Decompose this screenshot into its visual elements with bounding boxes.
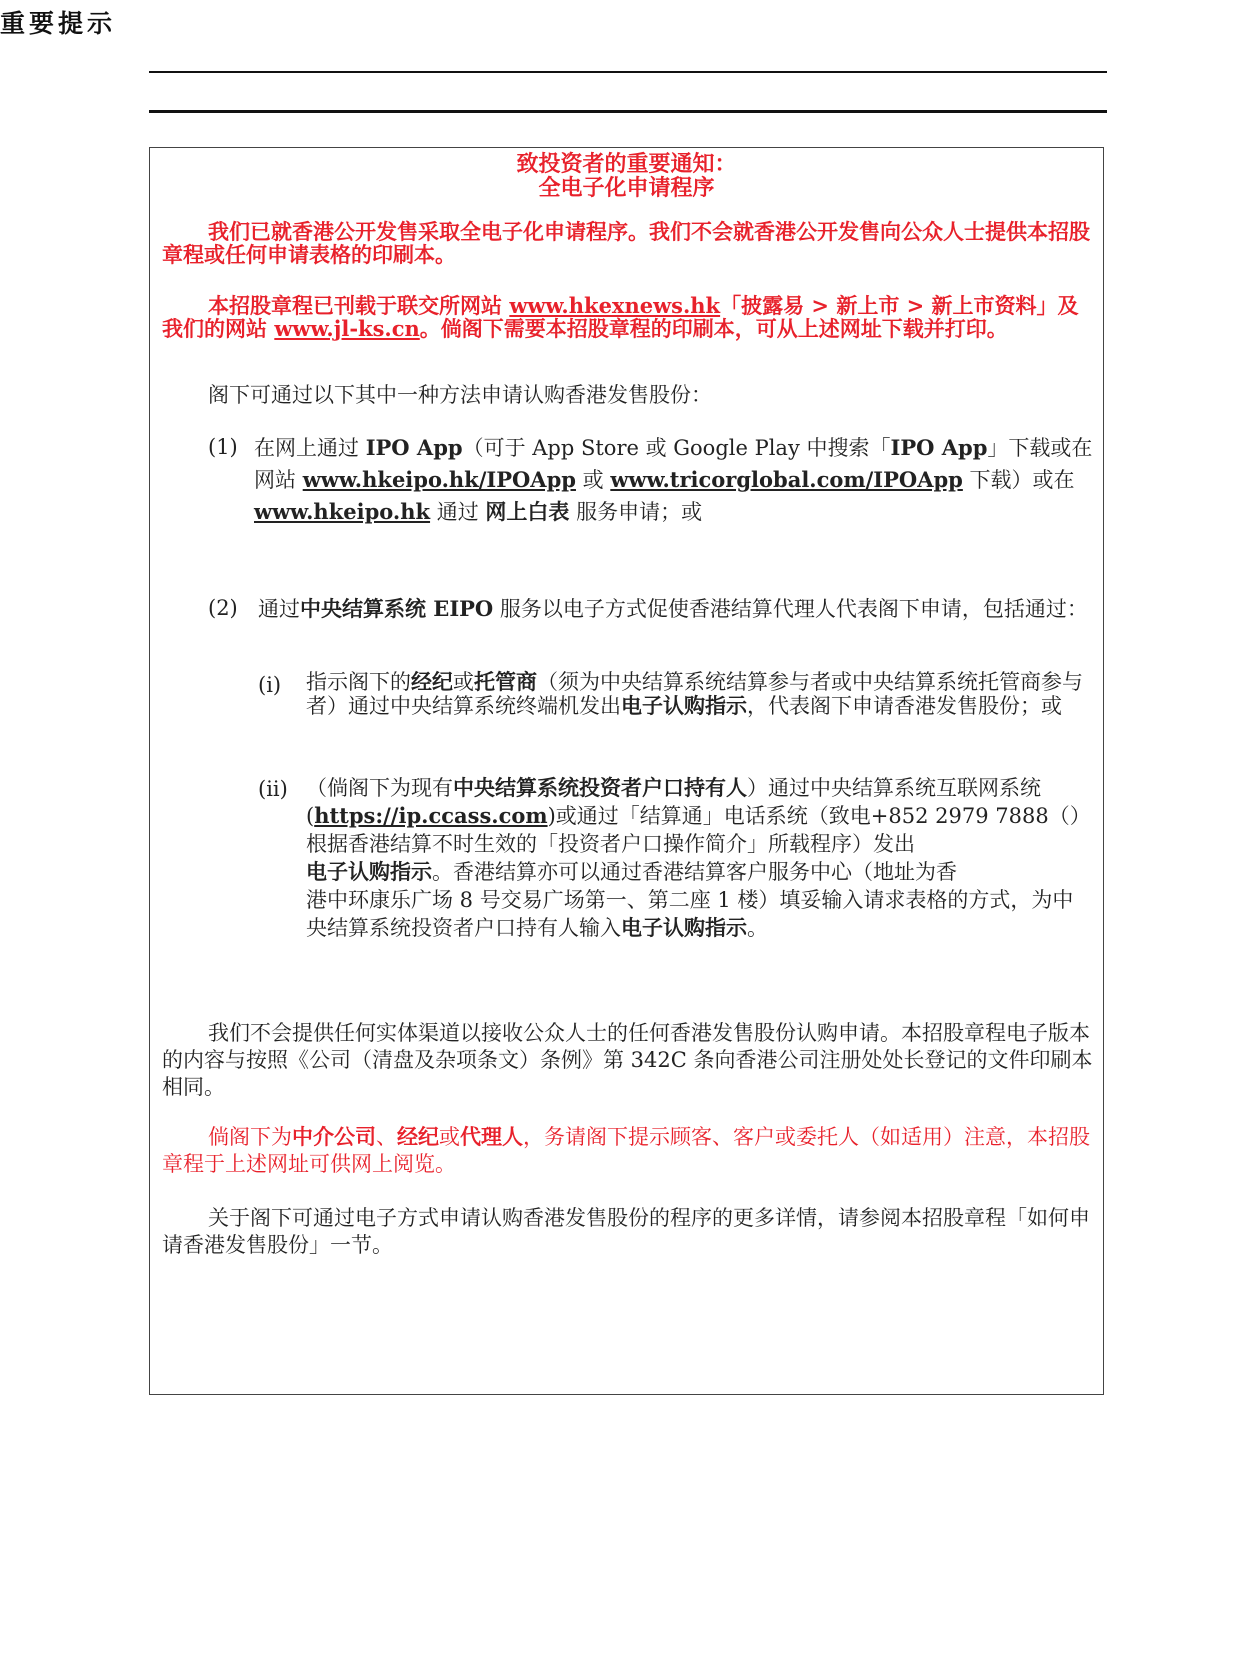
para4-text-c: 或 bbox=[439, 1125, 460, 1149]
para2-text-b: 「披露易 > 新上市 > 新上市资料」及我们的网站 bbox=[162, 293, 1079, 341]
para2-text-c: 。倘阁下需要本招股章程的印刷本，可从上述网址下载并打印。 bbox=[419, 316, 1008, 341]
broker-term-2: 经纪 bbox=[397, 1125, 439, 1149]
ipo-app-search-term: IPO App bbox=[890, 435, 988, 460]
item-2-number: (2) bbox=[208, 596, 238, 620]
item-2-text bbox=[258, 593, 1093, 625]
item-2-text-a: 通过 bbox=[258, 597, 300, 621]
hkeipo-app-link[interactable]: www.hkeipo.hk/IPOApp bbox=[302, 467, 576, 492]
sub-ii-text-a: （倘阁下为现有 bbox=[306, 776, 453, 800]
ccass-link[interactable]: https://ip.ccass.com bbox=[314, 803, 548, 828]
top-rule bbox=[149, 71, 1107, 73]
broker-term: 经纪 bbox=[411, 670, 453, 694]
notice-paragraph-1: 我们已就香港公开发售采取全电子化申请程序。我们不会就香港公开发售向公众人士提供本招股章程或任何申请表格的印刷本。 bbox=[162, 219, 1090, 267]
custodian-term: 托管商 bbox=[474, 670, 537, 694]
sub-item-ii-text bbox=[306, 774, 1093, 942]
item-1-text-g: 服务申请；或 bbox=[569, 500, 703, 524]
second-rule bbox=[149, 110, 1107, 113]
eipo-instruction-term-3: 电子认购指示 bbox=[621, 916, 747, 940]
sub-ii-text-e: 港中环康乐广场 8 号交易广场第一、第二座 1 楼）填妥输入请求表格的方式，为中央结算系统投资者户口持有人输入 bbox=[306, 888, 1074, 940]
sub-ii-text-c: )或通过「结算通」电话系统（致电+852 2979 7888（）根据香港结算不时生效的「投资者户口操作简介」所载程序）发出 bbox=[306, 804, 1091, 856]
intermediary-term: 中介公司 bbox=[292, 1125, 376, 1149]
notice-paragraph-5: 关于阁下可通过电子方式申请认购香港发售股份的程序的更多详情，请参阅本招股章程「如何申请香港发售股份」一节。 bbox=[162, 1206, 1090, 1257]
item-1-text-e: 下载）或在 bbox=[962, 468, 1075, 492]
agent-term: 代理人 bbox=[460, 1125, 523, 1149]
item-1-text bbox=[254, 432, 1093, 528]
para4-text-d: ，务请阁下提示顾客、客户或委托人（如适用）注意，本招股章程于上述网址可供网上阅览。 bbox=[162, 1125, 1090, 1176]
item-1-text-b: （可于 App Store 或 Google Play 中搜索「 bbox=[462, 436, 891, 460]
hkeipo-link[interactable]: www.hkeipo.hk bbox=[254, 499, 431, 524]
ccass-investor-term: 中央结算系统投资者户口持有人 bbox=[453, 776, 747, 800]
para4-text-a: 倘阁下为 bbox=[208, 1125, 292, 1149]
sub-ii-text-b: ）通过中央结算系统互联网系统( bbox=[306, 776, 1041, 828]
para2-text-a: 本招股章程已刊载于联交所网站 bbox=[208, 293, 510, 318]
sub-ii-text-d: 。香港结算亦可以通过香港结算客户服务中心（地址为香 bbox=[432, 860, 957, 884]
notice-box bbox=[149, 147, 1104, 1395]
item-1-text-a: 在网上通过 bbox=[254, 436, 366, 460]
item-1-text-c: 」下载或在网站 bbox=[254, 436, 1093, 492]
company-website-link[interactable]: www.jl-ks.cn bbox=[274, 316, 420, 341]
notice-title bbox=[150, 152, 1103, 200]
notice-paragraph-4 bbox=[162, 1124, 1093, 1178]
ipo-app-name: IPO App bbox=[365, 435, 463, 460]
notice-title-line2: 全电子化申请程序 bbox=[538, 175, 715, 201]
item-1-text-f: 通过 bbox=[430, 500, 486, 524]
hkexnews-link[interactable]: www.hkexnews.hk bbox=[509, 293, 721, 318]
sub-i-text-b: 或 bbox=[453, 670, 474, 694]
notice-paragraph-2 bbox=[162, 294, 1093, 340]
para4-text-b: 、 bbox=[376, 1125, 397, 1149]
sub-i-text-a: 指示阁下的 bbox=[306, 670, 411, 694]
tricorglobal-app-link[interactable]: www.tricorglobal.com/IPOApp bbox=[610, 467, 963, 492]
sub-item-ii-number: (ii) bbox=[258, 777, 288, 801]
sub-i-text-d: ，代表阁下申请香港发售股份；或 bbox=[747, 694, 1062, 718]
item-1-text-d: 或 bbox=[575, 468, 611, 492]
sub-i-text-c: （须为中央结算系统结算参与者或中央结算系统托管商参与者）通过中央结算系统终端机发出 bbox=[306, 670, 1083, 718]
sub-ii-text-f: 。 bbox=[747, 916, 768, 940]
item-1-number: (1) bbox=[208, 435, 238, 459]
ccass-eipo-term: 中央结算系统 EIPO bbox=[300, 596, 494, 621]
item-2-text-b: 服务以电子方式促使香港结算代理人代表阁下申请，包括通过： bbox=[493, 597, 1088, 621]
eipo-instruction-term-1: 电子认购指示 bbox=[621, 694, 747, 718]
eipo-instruction-term-2: 电子认购指示 bbox=[306, 860, 432, 884]
sub-item-i-number: (i) bbox=[258, 673, 282, 697]
white-form-term: 网上白表 bbox=[485, 500, 570, 524]
notice-paragraph-3: 我们不会提供任何实体渠道以接收公众人士的任何香港发售股份认购申请。本招股章程电子版本的内容与按照《公司（清盘及杂项条文）条例》第 342C 条向香港公司注册处处长登记的文件印刷本相同。 bbox=[162, 1021, 1093, 1099]
sub-item-i-text bbox=[306, 670, 1093, 718]
page-header: 重要提示 bbox=[0, 9, 117, 38]
notice-title-line1: 致投资者的重要通知： bbox=[516, 151, 737, 177]
application-intro: 阁下可通过以下其中一种方法申请认购香港发售股份： bbox=[208, 383, 712, 407]
